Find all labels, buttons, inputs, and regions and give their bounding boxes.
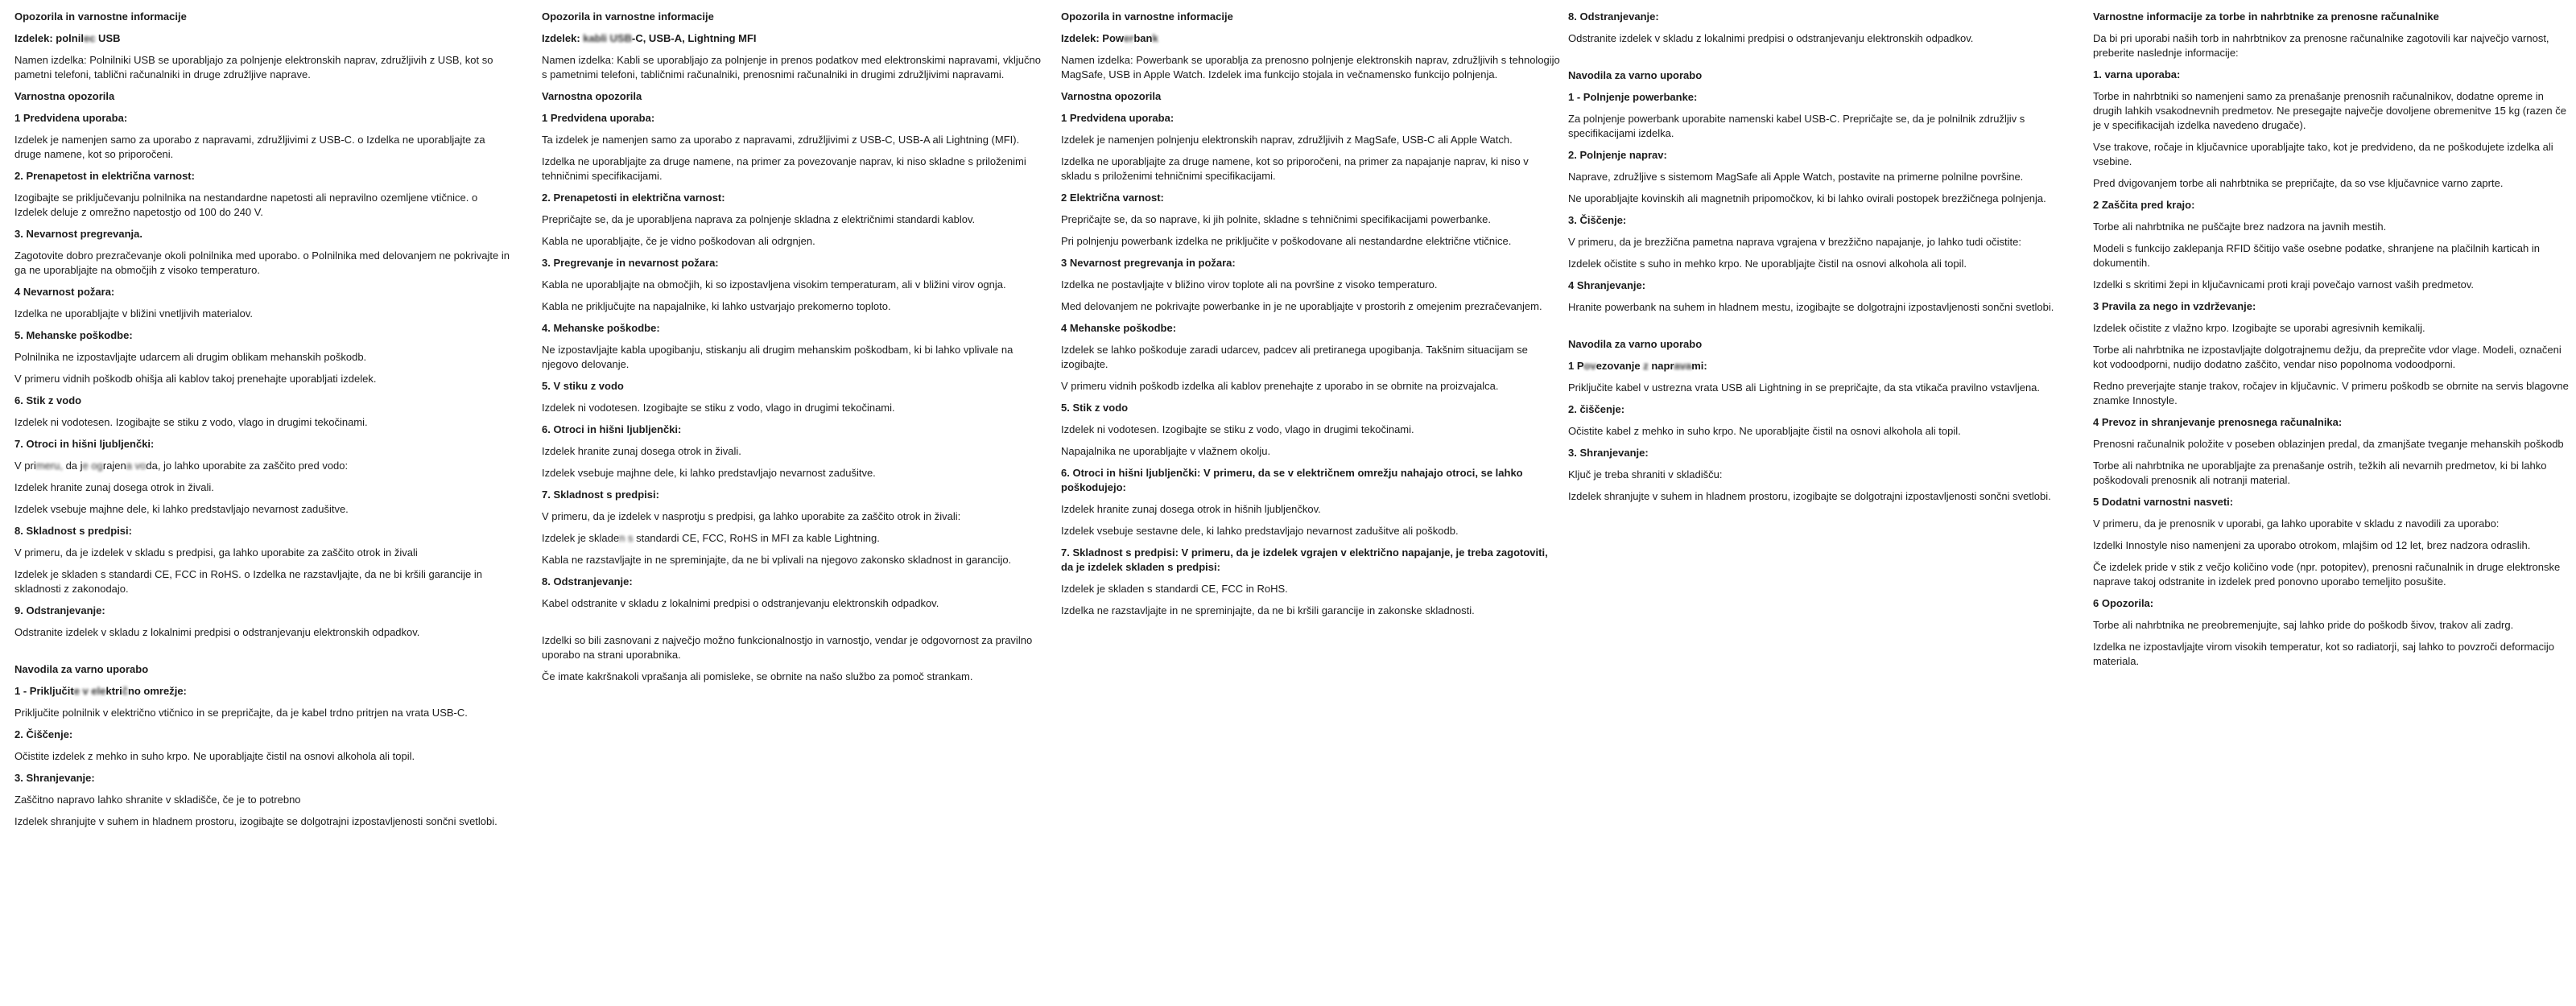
section-heading [542, 31, 1042, 46]
text-segment: V pri [14, 460, 36, 472]
paragraph [1061, 234, 1560, 249]
text-segment: 3. Čiščenje: [1568, 214, 1627, 226]
text-segment: 4 Nevarnost požara: [14, 286, 115, 298]
section-heading [1568, 68, 2066, 83]
section-heading [542, 256, 1042, 270]
paragraph [1568, 257, 2066, 271]
smudged-text-segment: e og [82, 460, 103, 472]
paragraph [1568, 381, 2066, 395]
section-heading [14, 169, 512, 183]
text-segment: Ta izdelek je namenjen samo za uporabo z napravami, združljivimi z USB-C, USB-A ali Lightning (MFI). [542, 134, 1020, 146]
text-segment: Izdelek: [542, 32, 584, 44]
paragraph [1061, 133, 1560, 147]
text-segment: 5. Mehanske poškodbe: [14, 329, 133, 341]
section-heading [14, 524, 512, 538]
section-heading [14, 604, 512, 618]
paragraph [2093, 437, 2570, 451]
text-segment: 2. Prenapetost in električna varnost: [14, 170, 195, 182]
paragraph [14, 793, 512, 807]
text-segment: Prepričajte se, da so naprave, ki jih polnite, skladne s tehničnimi specifikacijami powerbanke. [1061, 213, 1491, 225]
text-segment: Kabla ne razstavljajte in ne spreminjajte, da ne bi vplivali na njegovo zakonsko skladnost in garancijo. [542, 554, 1012, 566]
paragraph [14, 249, 512, 278]
paragraph [14, 372, 512, 386]
smudged-text-segment: ov [1583, 360, 1596, 372]
section-heading [1061, 31, 1560, 46]
smudged-text-segment: meru, [35, 460, 63, 472]
section-heading [1061, 321, 1560, 336]
text-segment: no omrežje: [127, 685, 187, 697]
text-segment: 9. Odstranjevanje: [14, 604, 105, 616]
text-segment: 7. Otroci in hišni ljubljenčki: [14, 438, 155, 450]
paragraph [542, 212, 1042, 227]
paragraph [1061, 278, 1560, 292]
text-segment: 4 Prevoz in shranjevanje prenosnega računalnika: [2093, 416, 2343, 428]
text-segment: 2 Zaščita pred krajo: [2093, 199, 2195, 211]
section-heading [1061, 111, 1560, 126]
paragraph [542, 531, 1042, 546]
paragraph [14, 706, 512, 720]
paragraph [2093, 379, 2570, 408]
text-segment: Izdelek je namenjen polnjenju elektronskih naprav, združljivih z MagSafe, USB-C ali Apple Watch. [1061, 134, 1513, 146]
doc-title [2093, 10, 2570, 24]
section-heading [1061, 546, 1560, 575]
section-heading [542, 321, 1042, 336]
text-segment: 5. V stiku z vodo [542, 380, 624, 392]
smudged-text-segment: e v ele [73, 685, 106, 697]
text-segment: Naprave, združljive s sistemom MagSafe ali Apple Watch, postavite na primerne polnilne površine. [1568, 171, 2024, 183]
text-segment: ezovanje [1596, 360, 1644, 372]
text-segment: Opozorila in varnostne informacije [14, 10, 187, 23]
paragraph [1568, 300, 2066, 315]
section-heading [14, 227, 512, 241]
paragraph [1061, 524, 1560, 538]
text-segment: 8. Odstranjevanje: [542, 575, 633, 588]
text-segment: Kabla ne uporabljajte na območjih, ki so izpostavljena visokim temperaturam, ali v bližini virov ognja. [542, 278, 1006, 291]
text-segment: V primeru, da je prenosnik v uporabi, ga lahko uporabite v skladu z navodili za uporabo: [2093, 517, 2500, 530]
paragraph [14, 53, 512, 82]
section-heading [542, 575, 1042, 589]
paragraph [1568, 170, 2066, 184]
text-segment: Pred dvigovanjem torbe ali nahrbtnika se prepričajte, da so vse ključavnice varno zaprte. [2093, 177, 2504, 189]
smudged-text-segment: a vo [126, 460, 147, 472]
text-segment: Navodila za varno uporabo [1568, 338, 1703, 350]
paragraph [1061, 582, 1560, 596]
paragraph [542, 401, 1042, 415]
paragraph [542, 553, 1042, 567]
text-segment: 3. Pregrevanje in nevarnost požara: [542, 257, 719, 269]
text-segment: 4 Mehanske poškodbe: [1061, 322, 1177, 334]
column-laptop-bags [2093, 10, 2570, 676]
paragraph [2093, 618, 2570, 633]
text-segment: Izdelka ne postavljajte v bližino virov toplote ali na površine z visoko temperaturo. [1061, 278, 1438, 291]
column-usb-charger [14, 10, 512, 836]
section-heading [542, 89, 1042, 104]
paragraph [1061, 423, 1560, 437]
smudged-text-segment: č [122, 685, 128, 697]
text-segment: Varnostna opozorila [542, 90, 642, 102]
text-segment: Hranite powerbank na suhem in hladnem mestu, izogibajte se dolgotrajni izpostavljenosti sončni svetlobi. [1568, 301, 2054, 313]
section-heading [2093, 299, 2570, 314]
text-segment: V primeru vidnih poškodb izdelka ali kablov prenehajte z uporabo in se obrnite na proizvajalca. [1061, 380, 1499, 392]
paragraph [2093, 343, 2570, 372]
text-segment: Izdelek: Pow [1061, 32, 1125, 44]
section-heading [2093, 596, 2570, 611]
section-heading [2093, 198, 2570, 212]
text-segment: Ne izpostavljajte kabla upogibanju, stiskanju ali drugim mehanskim poškodbam, ki bi lahko vplivale na njegovo delovanje. [542, 344, 1013, 370]
text-segment: standardi CE, FCC, RoHS in MFI za kable Lightning. [636, 532, 880, 544]
section-heading [2093, 415, 2570, 430]
text-segment: Izdelek je namenjen samo za uporabo z napravami, združljivimi z USB-C. o Izdelka ne uporabljajte za druge namene, kot so priporočeni. [14, 134, 485, 160]
text-segment: Prepričajte se, da je uporabljena naprava za polnjenje skladna z električnimi standardi kablov. [542, 213, 976, 225]
paragraph [14, 350, 512, 365]
text-segment: Med delovanjem ne pokrivajte powerbanke in je ne uporabljajte v prostorih z omejenim prezračevanjem. [1061, 300, 1542, 312]
paragraph [1061, 212, 1560, 227]
section-heading [1061, 256, 1560, 270]
text-segment: Varnostna opozorila [14, 90, 115, 102]
paragraph [2093, 220, 2570, 234]
text-segment: Izdelek ni vodotesen. Izogibajte se stiku z vodo, vlago in drugimi tekočinami. [14, 416, 368, 428]
paragraph [542, 633, 1042, 662]
section-heading [1568, 337, 2066, 352]
text-segment: Izdelek očistite s suho in mehko krpo. Ne uporabljajte čistil na osnovi alkohola ali topil. [1568, 258, 1967, 270]
text-segment: Kabel odstranite v skladu z lokalnimi predpisi o odstranjevanju elektronskih odpadkov. [542, 597, 939, 609]
paragraph [542, 509, 1042, 524]
paragraph [1568, 489, 2066, 504]
text-segment: V primeru vidnih poškodb ohišja ali kablov takoj prenehajte uporabljati izdelek. [14, 373, 377, 385]
paragraph [14, 133, 512, 162]
section-heading [1568, 213, 2066, 228]
text-segment: 6 Opozorila: [2093, 597, 2154, 609]
text-segment: 6. Otroci in hišni ljubljenčki: [542, 423, 682, 435]
text-segment: 3. Shranjevanje: [14, 772, 95, 784]
text-segment: Izdelki Innostyle niso namenjeni za uporabo otrokom, mlajšim od 12 let, brez nadzora odraslih. [2093, 539, 2531, 551]
section-heading [542, 488, 1042, 502]
text-segment: Če izdelek pride v stik z večjo količino vode (npr. potopitev), prenosni računalnik in druge elektronske naprave takoj odstranite in izdelek pred ponovno uporabo temeljito posušite. [2093, 561, 2561, 588]
text-segment: Izdelek: polnil [14, 32, 84, 44]
text-segment: Varnostne informacije za torbe in nahrbtnike za prenosne računalnike [2093, 10, 2439, 23]
text-segment: 2. Prenapetosti in električna varnost: [542, 192, 725, 204]
section-heading [1568, 402, 2066, 417]
text-segment: Izdelek hranite zunaj dosega otrok in živali. [14, 481, 214, 493]
text-segment: Odstranite izdelek v skladu z lokalnimi predpisi o odstranjevanju elektronskih odpadkov. [1568, 32, 1974, 44]
section-heading [542, 191, 1042, 205]
text-segment: V primeru, da je izdelek v skladu s predpisi, ga lahko uporabite za zaščito otrok in živali [14, 546, 418, 559]
text-segment: Pri polnjenju powerbank izdelka ne priključite v poškodovane ali nestandardne električne vtičnice. [1061, 235, 1512, 247]
paragraph [2093, 241, 2570, 270]
paragraph [542, 53, 1042, 82]
text-segment: V primeru, da je izdelek v nasprotju s predpisi, ga lahko uporabite za zaščito otrok in živali: [542, 510, 961, 522]
text-segment: Opozorila in varnostne informacije [1061, 10, 1233, 23]
text-segment: Prenosni računalnik položite v poseben oblazinjen predal, da zmanjšate tveganje mehanskih poškodb [2093, 438, 2564, 450]
text-segment: 1 - Priključit [14, 685, 74, 697]
text-segment: Izdelka ne razstavljajte in ne spreminjajte, da ne bi kršili garancije in zakonske skladnosti. [1061, 604, 1475, 616]
text-segment: 2 Električna varnost: [1061, 192, 1164, 204]
doc-title [542, 10, 1042, 24]
section-heading [2093, 495, 2570, 509]
text-segment: Namen izdelka: Polnilniki USB se uporabljajo za polnjenje elektronskih naprav, združljivih z USB, kot so pametni telefoni, tablični računalniki in druge združljive naprave. [14, 54, 493, 80]
text-segment: Modeli s funkcijo zaklepanja RFID ščitijo vaše osebne podatke, shranjene na plačilnih karticah in dokumentih. [2093, 242, 2540, 269]
text-segment: USB [95, 32, 121, 44]
text-segment: 6. Otroci in hišni ljubljenčki: V primeru, da se v električnem omrežju nahajajo otroci, se lahko poškodujejo: [1061, 467, 1523, 493]
paragraph [1568, 192, 2066, 206]
text-segment: 7. Skladnost s predpisi: [542, 489, 659, 501]
text-segment: 3 Nevarnost pregrevanja in požara: [1061, 257, 1236, 269]
text-segment: Torbe ali nahrbtnika ne puščajte brez nadzora na javnih mestih. [2093, 221, 2387, 233]
paragraph [14, 625, 512, 640]
section-heading [14, 394, 512, 408]
smudged-text-segment: ec [83, 32, 96, 44]
paragraph [1568, 31, 2066, 46]
text-segment: 3. Shranjevanje: [1568, 447, 1649, 459]
text-segment: da, jo lahko uporabite za zaščito pred vodo: [146, 460, 349, 472]
paragraph [542, 299, 1042, 314]
text-segment: Izdelek shranjujte v suhem in hladnem prostoru, izogibajte se dolgotrajni izpostavljenosti sončni svetlobi. [14, 815, 497, 827]
section-heading [14, 31, 512, 46]
text-segment: Izdelek vsebuje majhne dele, ki lahko predstavljajo nevarnost zadušitve. [542, 467, 876, 479]
text-segment: Izdelek je skladen s standardi CE, FCC in RoHS. [1061, 583, 1288, 595]
text-segment: ktri [105, 685, 122, 697]
smudged-text-segment: er [1124, 32, 1134, 44]
smudged-text-segment: k [1152, 32, 1158, 44]
text-segment: Ne uporabljajte kovinskih ali magnetnih pripomočkov, ki bi lahko ovirali postopek brezžičnega polnjenja. [1568, 192, 2046, 204]
text-segment: Torbe ali nahrbtnika ne izpostavljajte dolgotrajnemu dežju, da preprečite vdor vlage. Modeli, označeni kot vodoodporni, nudijo dodatno zaščito, vendar niso popolnoma vodoodporni. [2093, 344, 2562, 370]
text-segment: Izdelek je sklade [542, 532, 620, 544]
text-segment: 1 Predvidena uporaba: [1061, 112, 1174, 124]
text-segment: Izdelek vsebuje sestavne dele, ki lahko predstavljajo nevarnost zadušitve ali poškodb. [1061, 525, 1459, 537]
paragraph [2093, 278, 2570, 292]
text-segment: 4 Shranjevanje: [1568, 279, 1646, 291]
text-segment: 8. Odstranjevanje: [1568, 10, 1659, 23]
paragraph [1568, 468, 2066, 482]
section-heading [2093, 68, 2570, 82]
text-segment: 6. Stik z vodo [14, 394, 82, 406]
paragraph [542, 343, 1042, 372]
paragraph [1061, 444, 1560, 459]
text-segment: Da bi pri uporabi naših torb in nahrbtnikov za prenosne računalnike zagotovili kar največjo varnost, preberite naslednje informacije: [2093, 32, 2549, 59]
text-segment: Izdelka ne uporabljajte za druge namene, kot so priporočeni, na primer za napajanje naprav, ki niso v skladu s priloženimi tehničnimi specifikacijami. [1061, 155, 1529, 182]
section-heading [1568, 446, 2066, 460]
paragraph [1061, 379, 1560, 394]
text-segment: Torbe ali nahrbtnika ne uporabljajte za prenašanje ostrih, težkih ali nevarnih predmetov, ki bi lahko poškodovali prenosnik ali notranji material. [2093, 460, 2547, 486]
text-segment: Torbe ali nahrbtnika ne preobremenjujte, saj lahko pride do poškodb šivov, trakov ali zadrg. [2093, 619, 2514, 631]
text-segment: Zaščitno napravo lahko shranite v skladišče, če je to potrebno [14, 794, 301, 806]
paragraph [1061, 502, 1560, 517]
paragraph [542, 234, 1042, 249]
text-segment: Kabla ne uporabljajte, če je vidno poškodovan ali odrgnjen. [542, 235, 815, 247]
text-segment: Očistite izdelek z mehko in suho krpo. Ne uporabljajte čistil na osnovi alkohola ali topil. [14, 750, 415, 762]
text-segment: 1 Predvidena uporaba: [542, 112, 655, 124]
text-segment: Napajalnika ne uporabljajte v vlažnem okolju. [1061, 445, 1271, 457]
text-segment: Odstranite izdelek v skladu z lokalnimi predpisi o odstranjevanju elektronskih odpadkov. [14, 626, 420, 638]
text-segment: napr [1648, 360, 1674, 372]
section-heading [14, 437, 512, 451]
section-heading [14, 328, 512, 343]
text-segment: da j [62, 460, 83, 472]
text-segment: Očistite kabel z mehko in suho krpo. Ne uporabljajte čistil na osnovi alkohola ali topil. [1568, 425, 1961, 437]
text-segment: 2. Polnjenje naprav: [1568, 149, 1667, 161]
paragraph [14, 307, 512, 321]
paragraph [2093, 459, 2570, 488]
text-segment: 5. Stik z vodo [1061, 402, 1129, 414]
text-segment: Izdelek hranite zunaj dosega otrok in živali. [542, 445, 741, 457]
text-segment: Priključite kabel v ustrezna vrata USB ali Lightning in se prepričajte, da sta vtikača pravilno vstavljena. [1568, 381, 2041, 394]
text-segment: 1 - Polnjenje powerbanke: [1568, 91, 1698, 103]
paragraph [542, 278, 1042, 292]
text-segment: Redno preverjajte stanje trakov, ročajev in ključavnic. V primeru poškodb se obrnite na servis blagovne znamke Innostyle. [2093, 380, 2569, 406]
section-heading [1568, 359, 2066, 373]
section-heading [14, 111, 512, 126]
section-heading [542, 423, 1042, 437]
section-heading [1061, 191, 1560, 205]
text-segment: Izdelki s skritimi žepi in ključavnicami proti kraji povečajo varnost vaših predmetov. [2093, 278, 2474, 291]
paragraph [14, 480, 512, 495]
text-segment: Izdelka ne uporabljajte v bližini vnetljivih materialov. [14, 307, 254, 320]
paragraph [542, 466, 1042, 480]
section-heading [1061, 89, 1560, 104]
text-segment: Ključ je treba shraniti v skladišču: [1568, 468, 1723, 480]
section-heading [14, 684, 512, 699]
doc-title [14, 10, 512, 24]
paragraph [542, 670, 1042, 684]
section-heading [14, 728, 512, 742]
text-segment: mi: [1691, 360, 1707, 372]
smudged-text-segment: n s [619, 532, 637, 544]
column-cables [542, 10, 1042, 691]
paragraph [1061, 604, 1560, 618]
paragraph [1061, 343, 1560, 372]
text-segment: Izdelki so bili zasnovani z največjo možno funkcionalnostjo in varnostjo, vendar je odgovornost za pravilno uporabo na strani uporabnika. [542, 634, 1033, 661]
section-heading [1568, 278, 2066, 293]
section-heading [1061, 466, 1560, 495]
text-segment: Izdelek očistite z vlažno krpo. Izogibajte se uporabi agresivnih kemikalij. [2093, 322, 2425, 334]
text-segment: Vse trakove, ročaje in ključavnice uporabljajte tako, kot je predvideno, da ne poškodujete izdelka ali vsebine. [2093, 141, 2553, 167]
text-segment: Namen izdelka: Powerbank se uporablja za prenosno polnjenje elektronskih naprav, združljivih s tehnologijo MagSafe, USB in Apple Watch. Izdelek ima funkcijo stojala in večnamensko funkcijo polnjenja. [1061, 54, 1560, 80]
paragraph [14, 567, 512, 596]
paragraph [2093, 538, 2570, 553]
paragraph [542, 155, 1042, 183]
section-heading [14, 285, 512, 299]
paragraph [14, 546, 512, 560]
paragraph [14, 459, 512, 473]
text-segment: Za polnjenje powerbank uporabite namenski kabel USB-C. Prepričajte se, da je polnilnik združljiv s specifikacijami izdelka. [1568, 113, 2025, 139]
paragraph [1568, 112, 2066, 141]
text-segment: Izogibajte se priključevanju polnilnika na nestandardne napetosti ali nepravilno ozemljene vtičnice. o Izdelek deluje z omrežno napetostjo od 100 do 240 V. [14, 192, 478, 218]
paragraph [14, 502, 512, 517]
text-segment: Namen izdelka: Kabli se uporabljajo za polnjenje in prenos podatkov med elektronskimi napravami, vključno s pametnimi telefoni, tabličnimi računalniki, prenosnimi računalniki in drugimi združljivimi napravami. [542, 54, 1042, 80]
text-segment: 4. Mehanske poškodbe: [542, 322, 660, 334]
text-segment: Izdelek hranite zunaj dosega otrok in hišnih ljubljenčkov. [1061, 503, 1321, 515]
text-segment: Če imate kakršnakoli vprašanja ali pomisleke, se obrnite na našo službo za pomoč strankam. [542, 670, 973, 682]
text-segment: Izdelka ne uporabljajte za druge namene, na primer za povezovanje naprav, ki niso skladne s priloženimi tehničnimi specifikacijami. [542, 155, 1026, 182]
text-segment: Izdelek shranjujte v suhem in hladnem prostoru, izogibajte se dolgotrajni izpostavljenosti sončni svetlobi. [1568, 490, 2051, 502]
paragraph [1061, 53, 1560, 82]
paragraph [2093, 31, 2570, 60]
paragraph [1061, 155, 1560, 183]
section-heading [542, 111, 1042, 126]
section-heading [542, 379, 1042, 394]
doc-title [1061, 10, 1560, 24]
paragraph [2093, 517, 2570, 531]
text-segment: 7. Skladnost s predpisi: V primeru, da je izdelek vgrajen v električno napajanje, je treba zagotoviti, da je izdelek skladen s predpisi: [1061, 546, 1548, 573]
paragraph [542, 133, 1042, 147]
column-powerbank [1061, 10, 1560, 625]
paragraph [1568, 235, 2066, 249]
text-segment: 3 Pravila za nego in vzdrževanje: [2093, 300, 2256, 312]
section-heading [1568, 148, 2066, 163]
text-segment: 2. čiščenje: [1568, 403, 1625, 415]
section-heading [14, 662, 512, 677]
text-segment: 2. Čiščenje: [14, 728, 73, 740]
column-powerbank-instructions [1568, 10, 2066, 511]
paragraph [1061, 299, 1560, 314]
smudged-text-segment: ava [1674, 360, 1692, 372]
text-segment: 3. Nevarnost pregrevanja. [14, 228, 142, 240]
text-segment: Izdelek se lahko poškoduje zaradi udarcev, padcev ali pretiranega upogibanja. Takšnim situacijam se izogibajte. [1061, 344, 1528, 370]
text-segment: 1. varna uporaba: [2093, 68, 2181, 80]
text-segment: Opozorila in varnostne informacije [542, 10, 714, 23]
paragraph [2093, 321, 2570, 336]
paragraph [2093, 560, 2570, 589]
paragraph [14, 749, 512, 764]
smudged-text-segment: kabli USB [583, 32, 632, 44]
text-segment: Izdelek je skladen s standardi CE, FCC in RoHS. o Izdelka ne razstavljajte, da ne bi kršili garancije in skladnosti z zakonodajo. [14, 568, 482, 595]
paragraph [2093, 640, 2570, 669]
paragraph [14, 415, 512, 430]
text-segment: 8. Skladnost s predpisi: [14, 525, 132, 537]
paragraph [2093, 89, 2570, 133]
section-heading [1568, 90, 2066, 105]
text-segment: rajen [102, 460, 126, 472]
text-segment: Navodila za varno uporabo [14, 663, 149, 675]
text-segment: Kabla ne priključujte na napajalnike, ki lahko ustvarjajo prekomerno toploto. [542, 300, 891, 312]
section-heading [1061, 401, 1560, 415]
text-segment: Navodila za varno uporabo [1568, 69, 1703, 81]
text-segment: -C, USB-A, Lightning MFI [631, 32, 757, 44]
text-segment: ban [1133, 32, 1153, 44]
text-segment: Priključite polnilnik v električno vtičnico in se prepričajte, da je kabel trdno pritrjen na vrata USB-C. [14, 707, 468, 719]
smudged-text-segment: z [1643, 360, 1649, 372]
text-segment: Izdelka ne izpostavljajte virom visokih temperatur, kot so radiatorji, saj lahko to povzroči deformacijo materiala. [2093, 641, 2554, 667]
paragraph [2093, 176, 2570, 191]
paragraph [542, 596, 1042, 611]
text-segment: V primeru, da je brezžična pametna naprava vgrajena v brezžično napajanje, jo lahko tudi očistite: [1568, 236, 2021, 248]
text-segment: Izdelek ni vodotesen. Izogibajte se stiku z vodo, vlago in drugimi tekočinami. [1061, 423, 1414, 435]
text-segment: Torbe in nahrbtniki so namenjeni samo za prenašanje prenosnih računalnikov, dodatne opreme in drugih lahkih vsakodnevnih predmetov. Ne presegajte največje dovoljene obremenitve 15 kg (razen če je v specifikacijah izdelka navedeno drugače). [2093, 90, 2566, 131]
text-segment: Polnilnika ne izpostavljajte udarcem ali drugim oblikam mehanskih poškodb. [14, 351, 367, 363]
text-segment: 1 P [1568, 360, 1584, 372]
text-segment: Izdelek vsebuje majhne dele, ki lahko predstavljajo nevarnost zadušitve. [14, 503, 349, 515]
paragraph [542, 444, 1042, 459]
paragraph [14, 191, 512, 220]
section-heading [14, 771, 512, 785]
text-segment: 1 Predvidena uporaba: [14, 112, 128, 124]
text-segment: Izdelek ni vodotesen. Izogibajte se stiku z vodo, vlago in drugimi tekočinami. [542, 402, 895, 414]
paragraph [2093, 140, 2570, 169]
text-segment: Zagotovite dobro prezračevanje okoli polnilnika med uporabo. o Polnilnika med delovanjem ne pokrivajte in ga ne uporabljajte na območjih z visoko temperaturo. [14, 249, 510, 276]
section-heading [1568, 10, 2066, 24]
text-segment: Varnostna opozorila [1061, 90, 1162, 102]
paragraph [1568, 424, 2066, 439]
section-heading [14, 89, 512, 104]
paragraph [14, 814, 512, 829]
text-segment: 5 Dodatni varnostni nasveti: [2093, 496, 2234, 508]
